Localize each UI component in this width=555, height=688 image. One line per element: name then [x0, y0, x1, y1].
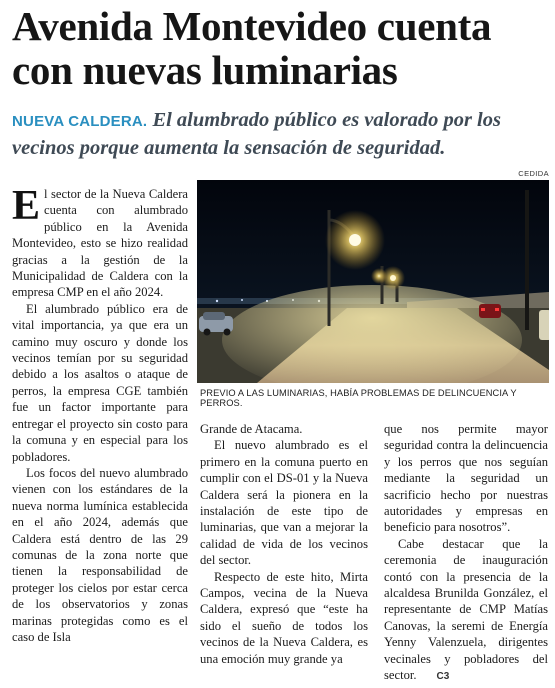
- paragraph: El nuevo alumbrado es el primero en la comuna puerto en cumplir con el DS-01 y la Nueva Caldera será la pionera en la instalación de este tipo de luminarias, que van a mejorar la calidad de vida de los vecinos del sector.: [200, 438, 368, 568]
- paragraph: Respecto de este hito, Mirta Campos, vecina de la Nueva Caldera, expresó que “este ha sido el sueño de todos los vecinos de la Nueva Caldera, es una emoción muy grande ya: [200, 569, 368, 666]
- paragraph: El alumbrado público era de vital importancia, ya que era un camino muy oscuro y donde los vecinos temían por su seguridad debido a los asaltos o ataque de perros, la empresa CGE también fue un factor importante para entregar el proyecto sin costo para la comuna y en especial para los pobladores.: [12, 301, 188, 464]
- paragraph: que nos permite mayor seguridad contra la delincuencia y los perros que nos seguían mediante la seguridad un sacrificio hecho por nuestras autoridades y empresas en beneficio para nosotros”.: [384, 422, 548, 535]
- article-column-1: [12, 183, 188, 645]
- photo-credit: CEDIDA: [518, 169, 549, 178]
- article-column-3: [384, 421, 548, 686]
- article-column-2: [200, 421, 368, 667]
- end-mark: C3: [436, 671, 450, 683]
- kicker: NUEVA CALDERA.: [12, 113, 148, 130]
- deck-text: El alumbrado público es valorado por los vecinos porque aumenta la sensación de seguridad.: [12, 109, 501, 159]
- drop-cap: E: [12, 183, 41, 229]
- night-street-photo: [197, 180, 549, 383]
- paragraph: Grande de Atacama.: [200, 422, 303, 436]
- photo-caption: PREVIO A LAS LUMINARIAS, HABÍA PROBLEMAS DE DELINCUENCIA Y PERROS.: [200, 388, 517, 408]
- paragraph: Los focos del nuevo alumbrado vienen con los estándares de la nueva norma lumínica establecida en el año 2024, además que Caldera está dentro de las 29 comunas de la zona norte que tienen la responsabilidad de proteger los cielos por estar cerca de los observatorios y zonas marinas protegidas como es el caso de Isla: [12, 465, 188, 644]
- article-photo: [197, 180, 549, 383]
- paragraph: El sector de la Nueva Caldera cuenta con alumbrado público en la Avenida Montevideo, esto se hizo realidad gracias a la gestión de la Municipalidad de Caldera con la empresa CMP en el año 2024.: [12, 183, 188, 300]
- paragraph: Cabe destacar que la ceremonia de inauguración contó con la presencia de la alcaldesa Brunilda González, el representante de CMP Matías Canovas, la seremi de Energía Yenny Valenzuela, dirigentes vecinales y pobladores del sector. C3: [384, 536, 548, 686]
- headline: Avenida Montevideo cuenta con nuevas luminarias: [12, 3, 492, 93]
- deck: [12, 107, 547, 161]
